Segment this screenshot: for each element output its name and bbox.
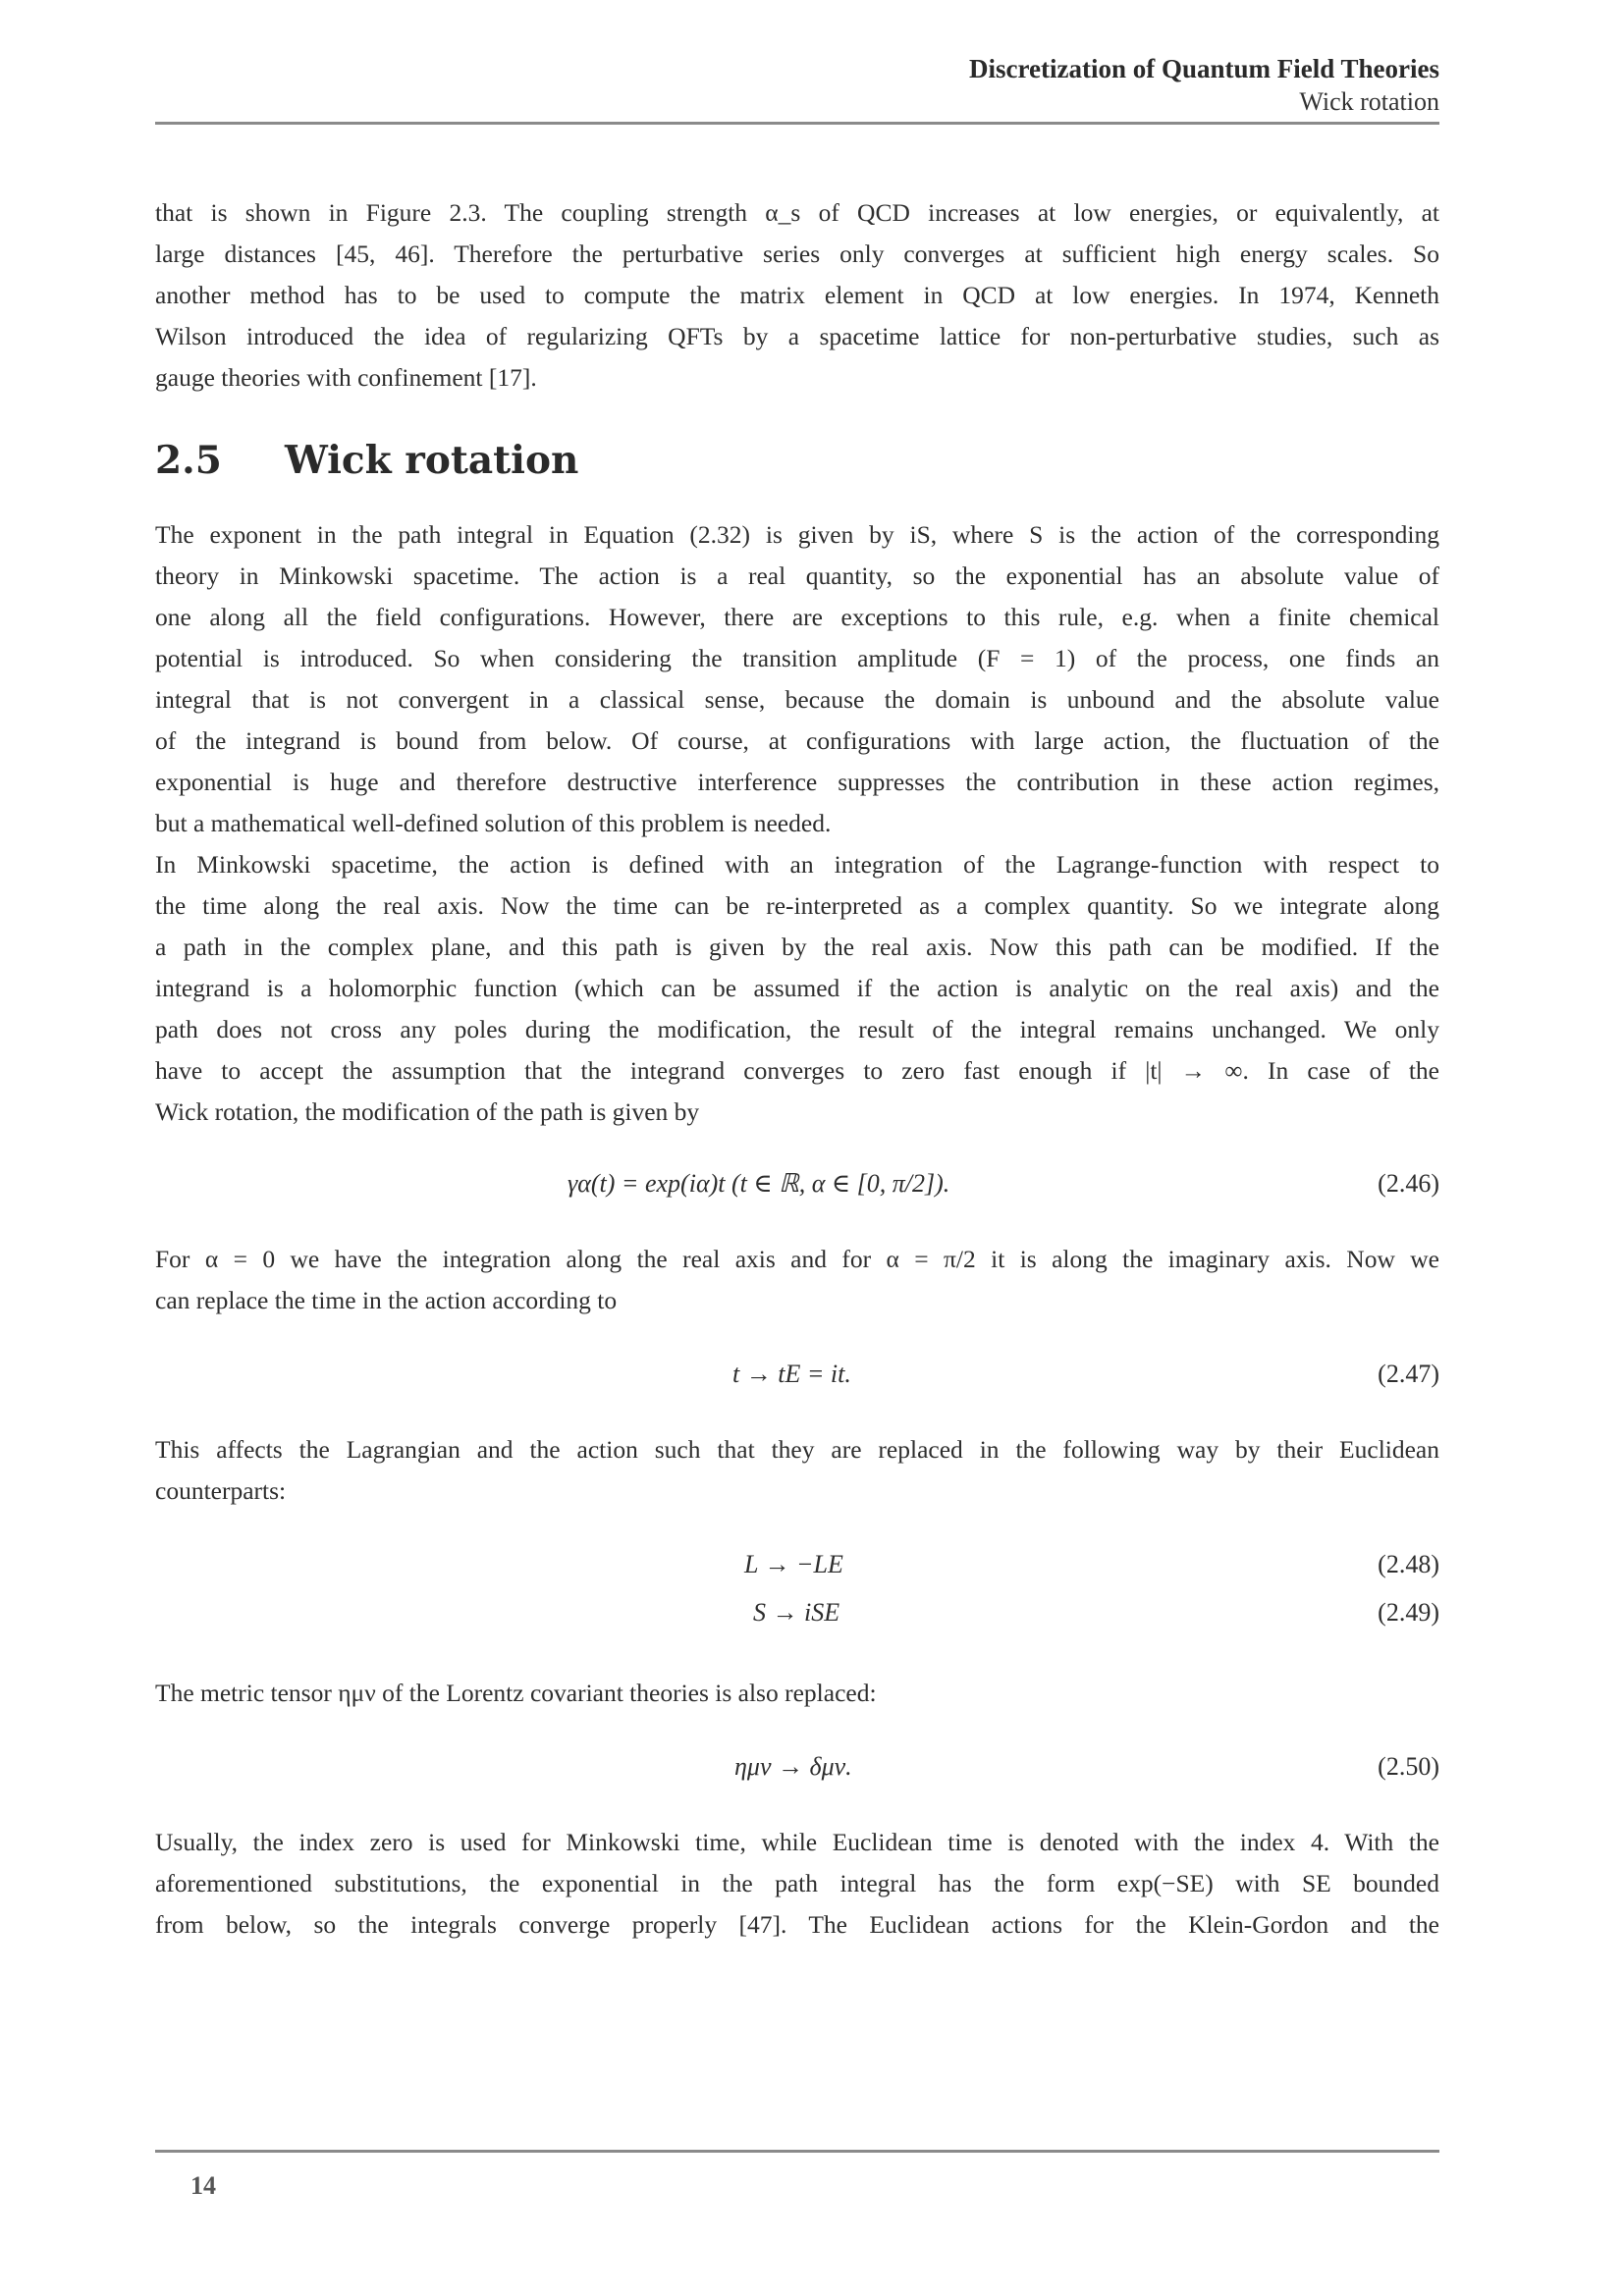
document-page xyxy=(155,0,1439,2296)
section-number: 2.5 xyxy=(155,438,222,483)
text-line: large distances [45, 46]. Therefore the perturbative series only converges at sufficient high energy scales. So xyxy=(155,240,1439,268)
text-line: path does not cross any poles during the modification, the result of the integral remains unchanged. We only xyxy=(155,1015,1439,1043)
equation-2-47 xyxy=(155,1355,1439,1394)
text-line: that is shown in Figure 2.3. The coupling strength α_s of QCD increases at low energies, or equivalently, at xyxy=(155,198,1439,227)
text-line: a path in the complex plane, and this path is given by the real axis. Now this path can be modified. If the xyxy=(155,933,1439,961)
paragraph-metric xyxy=(155,1673,1439,1714)
text-line: theory in Minkowski spacetime. The action is a real quantity, so the exponential has an absolute value of xyxy=(155,561,1439,590)
text-line: potential is introduced. So when considering the transition amplitude (F = 1) of the process, one finds an xyxy=(155,644,1439,672)
paragraph-lagrangian xyxy=(155,1429,1439,1512)
text-line: gauge theories with confinement [17]. xyxy=(155,363,537,392)
footer-rule xyxy=(155,2150,1439,2153)
text-line: the time along the real axis. Now the time can be re-interpreted as a complex quantity. So we integrate along xyxy=(155,891,1439,920)
paragraph-euclidean xyxy=(155,1822,1439,1946)
text-line: Wick rotation, the modification of the path is given by xyxy=(155,1097,700,1126)
section-heading xyxy=(155,436,578,485)
equation-number: (2.50) xyxy=(1378,1752,1439,1781)
intro-paragraph xyxy=(155,192,1439,399)
equation-2-46 xyxy=(155,1164,1439,1203)
text-line: can replace the time in the action according to xyxy=(155,1286,618,1314)
text-line: Wilson introduced the idea of regularizing QFTs by a spacetime lattice for non-perturbative studies, such as xyxy=(155,322,1439,350)
text-line: one along all the field configurations. However, there are exceptions to this rule, e.g. when a finite chemical xyxy=(155,603,1439,631)
equation-body: L → −LE xyxy=(744,1550,843,1578)
text-line: but a mathematical well-defined solution of this problem is needed. xyxy=(155,809,832,837)
equation-number: (2.47) xyxy=(1378,1360,1439,1388)
paragraph-alpha xyxy=(155,1239,1439,1321)
section-title: Wick rotation xyxy=(285,438,579,483)
text-line: The metric tensor ημν of the Lorentz covariant theories is also replaced: xyxy=(155,1679,877,1707)
running-header xyxy=(969,51,1439,118)
paragraph-minkowski xyxy=(155,844,1439,1133)
text-line: counterparts: xyxy=(155,1476,287,1505)
text-line: The exponent in the path integral in Equation (2.32) is given by iS, where S is the action of the corresponding xyxy=(155,520,1439,549)
running-header-section: Wick rotation xyxy=(1299,87,1439,116)
text-line: another method has to be used to compute the matrix element in QCD at low energies. In 1974, Kenneth xyxy=(155,281,1439,309)
text-line: integrand is a holomorphic function (which can be assumed if the action is analytic on the real axis) and the xyxy=(155,974,1439,1002)
text-line: of the integrand is bound from below. Of course, at configurations with large action, the fluctuation of the xyxy=(155,726,1439,755)
page-number: 14 xyxy=(190,2171,216,2200)
equation-body: S → iSE xyxy=(753,1598,840,1627)
text-line: from below, so the integrals converge properly [47]. The Euclidean actions for the Klein-Gordon and the xyxy=(155,1910,1439,1939)
header-rule xyxy=(155,122,1439,125)
equation-2-48 xyxy=(155,1545,1439,1584)
equation-number: (2.48) xyxy=(1378,1550,1439,1578)
equation-2-49 xyxy=(155,1593,1439,1632)
text-line: aforementioned substitutions, the exponential in the path integral has the form exp(−SE) with SE bounded xyxy=(155,1869,1439,1897)
text-line: For α = 0 we have the integration along the real axis and for α = π/2 it is along the imaginary axis. Now we xyxy=(155,1245,1439,1273)
equation-number: (2.49) xyxy=(1378,1598,1439,1627)
text-line: Usually, the index zero is used for Minkowski time, while Euclidean time is denoted with the index 4. With the xyxy=(155,1828,1439,1856)
text-line: In Minkowski spacetime, the action is defined with an integration of the Lagrange-function with respect to xyxy=(155,850,1439,879)
equation-number: (2.46) xyxy=(1378,1169,1439,1198)
equation-body: γα(t) = exp(iα)t (t ∈ ℝ, α ∈ [0, π/2]). xyxy=(568,1169,950,1198)
paragraph-exponent xyxy=(155,514,1439,844)
equation-body: ημν → δμν. xyxy=(734,1752,852,1781)
equation-body: t → tE = it. xyxy=(732,1360,851,1388)
text-line: have to accept the assumption that the integrand converges to zero fast enough if |t| → ∞. In case of the xyxy=(155,1056,1439,1085)
equation-2-50 xyxy=(155,1747,1439,1787)
text-line: exponential is huge and therefore destructive interference suppresses the contribution in these action regimes, xyxy=(155,768,1439,796)
text-line: This affects the Lagrangian and the action such that they are replaced in the following way by their Euclidean xyxy=(155,1435,1439,1464)
text-line: integral that is not convergent in a classical sense, because the domain is unbound and the absolute value xyxy=(155,685,1439,714)
running-header-title: Discretization of Quantum Field Theories xyxy=(969,54,1439,83)
